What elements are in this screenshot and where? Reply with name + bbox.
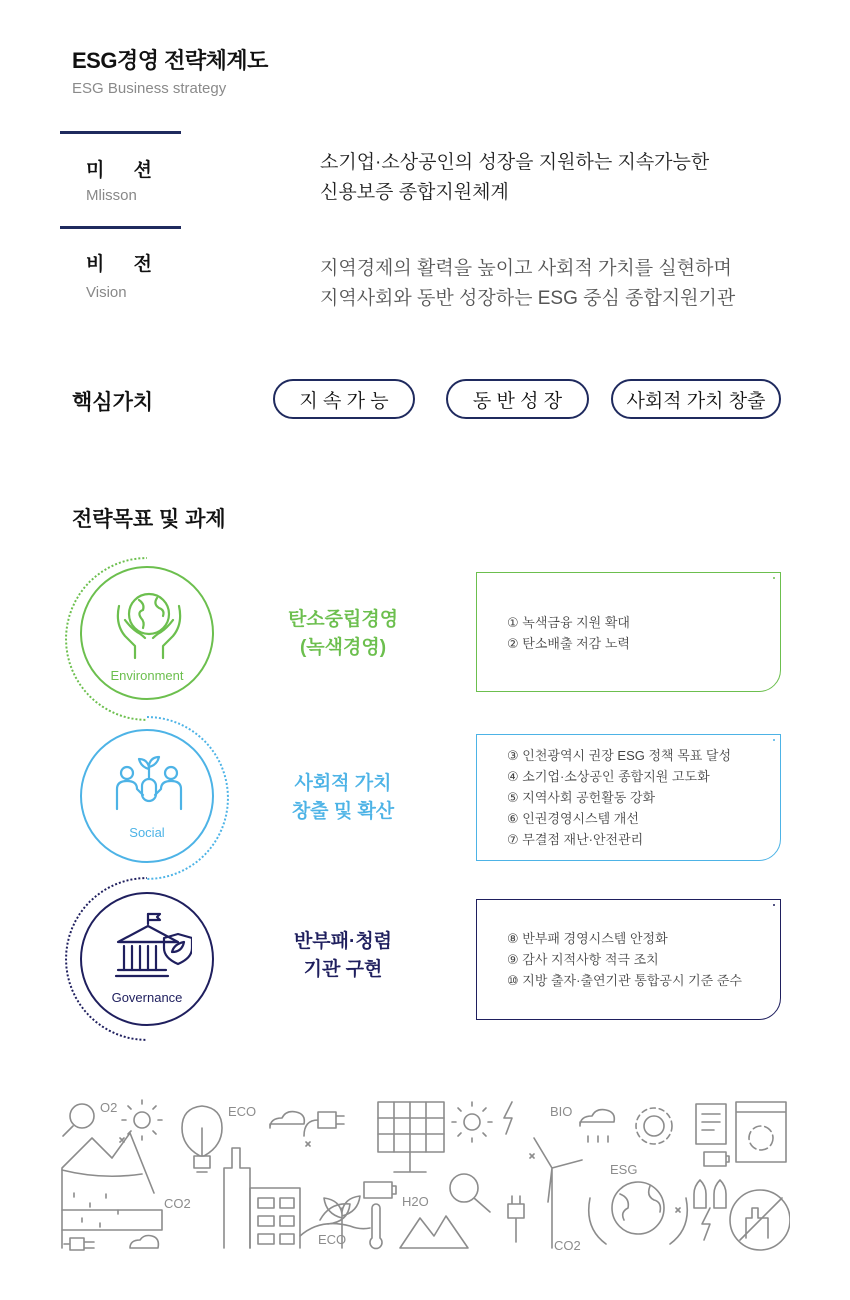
vision-title: 비 전 xyxy=(86,254,164,275)
doodle-label: BIO xyxy=(550,1104,573,1119)
vision-subtitle: Vision xyxy=(86,284,127,301)
goal-tasks-governance xyxy=(476,899,781,1020)
institution-shield-icon xyxy=(112,908,192,988)
doodle-label: CO2 xyxy=(554,1238,581,1253)
mission-subtitle: Mlisson xyxy=(86,187,137,204)
core-value-pill: 동 반 성 장 xyxy=(446,379,589,419)
mission-divider xyxy=(60,131,181,134)
task-item: ① 녹색금융 지원 확대 xyxy=(507,615,630,630)
social-label: Social xyxy=(129,825,165,840)
doodle-label: H2O xyxy=(402,1194,429,1209)
governance-circle xyxy=(80,892,214,1026)
governance-label: Governance xyxy=(111,990,183,1005)
doodle-label: ECO xyxy=(318,1232,347,1247)
page-title: ESG경영 전략체계도 xyxy=(72,48,268,73)
goal-tasks-social xyxy=(476,734,781,861)
earth-hands-icon xyxy=(109,586,189,666)
goal-name-social xyxy=(253,770,433,826)
environment-circle xyxy=(80,566,214,700)
corner-dot xyxy=(773,739,775,741)
goal-name-environment xyxy=(253,606,433,662)
goal-tasks-environment xyxy=(476,572,781,692)
core-value-pill: 사회적 가치 창출 xyxy=(611,379,781,419)
doodle-label: ESG xyxy=(610,1162,638,1177)
goal-name-line: 기관 구현 xyxy=(303,959,383,980)
vision-line: 지역사회와 동반 성장하는 ESG 중심 종합지원기관 xyxy=(320,288,736,309)
mission-title: 미 션 xyxy=(86,160,164,181)
task-item: ③ 인천광역시 권장 ESG 정책 목표 달성 xyxy=(507,748,732,763)
task-item: ⑦ 무결점 재난·안전관리 xyxy=(507,832,644,847)
mission-text xyxy=(320,148,709,208)
eco-doodle-illustration xyxy=(60,1098,790,1258)
task-item: ⑩ 지방 출자·출연기관 통합공시 기준 준수 xyxy=(507,973,742,988)
social-circle xyxy=(80,729,214,863)
mission-line: 소기업·소상공인의 성장을 지원하는 지속가능한 xyxy=(320,152,710,173)
page-subtitle: ESG Business strategy xyxy=(72,80,227,97)
core-values-title: 핵심가치 xyxy=(72,391,154,414)
doodle-label: CO2 xyxy=(164,1196,191,1211)
goal-name-line: 창출 및 확산 xyxy=(291,801,395,822)
vision-line: 지역경제의 활력을 높이고 사회적 가치를 실현하며 xyxy=(320,258,732,279)
goal-name-line: 사회적 가치 xyxy=(294,773,392,794)
vision-divider xyxy=(60,226,181,229)
core-value-pill: 지 속 가 능 xyxy=(273,379,415,419)
task-item: ⑤ 지역사회 공헌활동 강화 xyxy=(507,790,656,805)
vision-text xyxy=(320,254,735,314)
environment-label: Environment xyxy=(110,668,184,683)
goal-name-governance xyxy=(253,928,433,984)
people-sprout-icon xyxy=(109,745,189,825)
doodle-label: O2 xyxy=(100,1100,118,1115)
goal-name-line: 반부패·청렴 xyxy=(293,931,393,952)
corner-dot xyxy=(773,904,775,906)
task-item: ⑧ 반부패 경영시스템 안정화 xyxy=(507,931,668,946)
goal-name-line: 탄소중립경영 xyxy=(287,609,399,630)
strategy-title: 전략목표 및 과제 xyxy=(72,508,226,531)
task-item: ⑨ 감사 지적사항 적극 조치 xyxy=(507,952,659,967)
task-item: ⑥ 인권경영시스템 개선 xyxy=(507,811,639,826)
task-item: ④ 소기업·소상공인 종합지원 고도화 xyxy=(507,769,710,784)
mission-line: 신용보증 종합지원체계 xyxy=(320,182,509,203)
doodle-label: ECO xyxy=(228,1104,257,1119)
goal-name-line: (녹색경영) xyxy=(299,637,387,658)
task-item: ② 탄소배출 저감 노력 xyxy=(507,636,630,651)
corner-dot xyxy=(773,577,775,579)
